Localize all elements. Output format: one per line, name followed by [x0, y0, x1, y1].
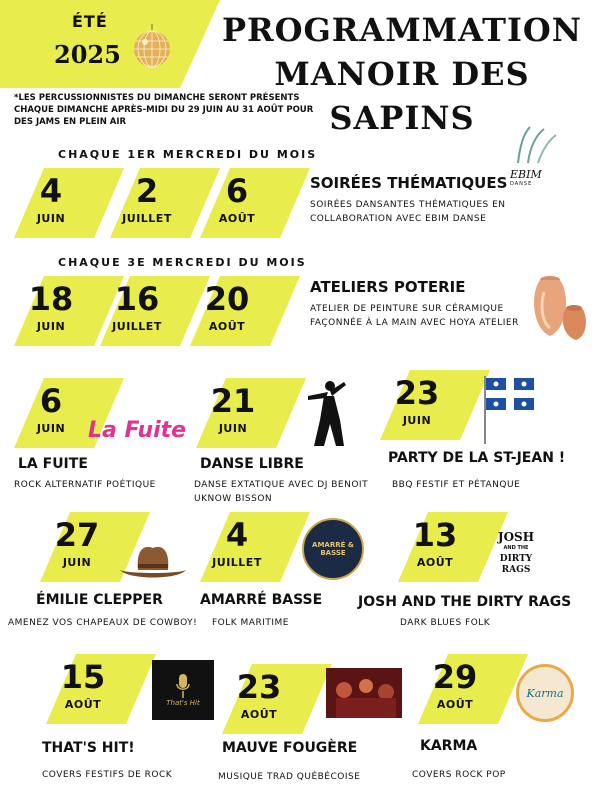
date-block: 23 AOÛT [222, 664, 332, 734]
event-title: JOSH AND THE DIRTY RAGS [358, 594, 572, 610]
event-desc: MUSIQUE TRAD QUÉBÉCOISE [218, 772, 361, 782]
event-title: KARMA [420, 738, 478, 754]
date-block: 6 JUIN [14, 378, 124, 448]
event-desc: DANSE EXTATIQUE AVEC DJ BENOIT UKNOW BISSON [194, 480, 369, 504]
date-block: 4 JUIN [14, 168, 124, 238]
event-desc: COVERS ROCK POP [412, 770, 506, 780]
josh-logo: JOSH AND THE DIRTY RAGS [497, 530, 535, 575]
event-title: ÉMILIE CLEPPER [36, 592, 163, 608]
date-block: 20 AOÛT [190, 276, 300, 346]
soirees-desc: SOIRÉES DANSANTES THÉMATIQUES EN COLLABORATION AVEC EBIM DANSE [310, 200, 506, 224]
date-block: 2 JUILLET [110, 168, 220, 238]
dancer-icon [300, 376, 352, 448]
event-desc: COVERS FESTIFS DE ROCK [42, 770, 173, 780]
ebim-logo: EBIM DANSE [510, 125, 558, 191]
event-title: MAUVE FOUGÈRE [222, 740, 358, 756]
event-title: THAT'S HIT! [42, 740, 135, 756]
date-block: 6 AOÛT [200, 168, 310, 238]
date-block: 15 AOÛT [46, 654, 156, 724]
date-block: 4 JUILLET [200, 512, 310, 582]
amarre-basse-logo: AMARRÉ & BASSE [302, 518, 364, 580]
event-title: LA FUITE [18, 456, 88, 472]
poterie-title: ATELIERS POTERIE [310, 278, 466, 296]
page-title: PROGRAMMATION MANOIR DES SAPINS [221, 11, 583, 137]
date-block: 27 JUIN [40, 512, 150, 582]
event-title: DANSE LIBRE [200, 456, 304, 472]
year-label: 2025 [54, 40, 121, 69]
event-desc: DARK BLUES FOLK [400, 618, 491, 628]
date-block: 21 JUIN [196, 378, 306, 448]
event-desc: ROCK ALTERNATIF POÉTIQUE [14, 480, 156, 490]
section1-label: CHAQUE 1ER MERCREDI DU MOIS [58, 148, 318, 161]
event-title: PARTY DE LA ST-JEAN ! [388, 450, 566, 466]
date-block: 13 AOÛT [398, 512, 508, 582]
pottery-icon [528, 272, 590, 344]
cowboy-hat-icon [118, 540, 188, 584]
date-block: 16 JUILLET [100, 276, 210, 346]
band-photo [326, 668, 402, 718]
karma-logo: Karma [516, 664, 574, 722]
la-fuite-logo: La Fuite [88, 418, 187, 443]
event-desc: BBQ FESTIF ET PÉTANQUE [392, 480, 521, 490]
event-title: AMARRÉ BASSE [200, 592, 323, 608]
date-block: 18 JUIN [14, 276, 124, 346]
event-desc: FOLK MARITIME [212, 618, 289, 628]
percussion-note: *LES PERCUSSIONNISTES DU DIMANCHE SERONT PRÉSENTS CHAQUE DIMANCHE APRÈS-MIDI DU 29 JUIN AU 31 AOÛT POUR DES JAMS EN PLEIN AIR [14, 93, 314, 127]
microphone-logo: That's Hit [152, 660, 214, 720]
soirees-title: SOIRÉES THÉMATIQUES [310, 174, 508, 192]
date-block: 23 JUIN [380, 370, 490, 440]
section2-label: CHAQUE 3E MERCREDI DU MOIS [58, 256, 307, 269]
event-desc: AMENEZ VOS CHAPEAUX DE COWBOY! [8, 618, 198, 628]
poterie-desc: ATELIER DE PEINTURE SUR CÉRAMIQUE FAÇONNÉE À LA MAIN AVEC HOYA ATELIER [310, 304, 519, 328]
microphone-icon [175, 673, 191, 699]
date-block: 29 AOÛT [418, 654, 528, 724]
disco-ball-icon [130, 24, 174, 68]
quebec-flag-icon [482, 374, 538, 444]
season-label: ÉTÉ [72, 12, 108, 31]
